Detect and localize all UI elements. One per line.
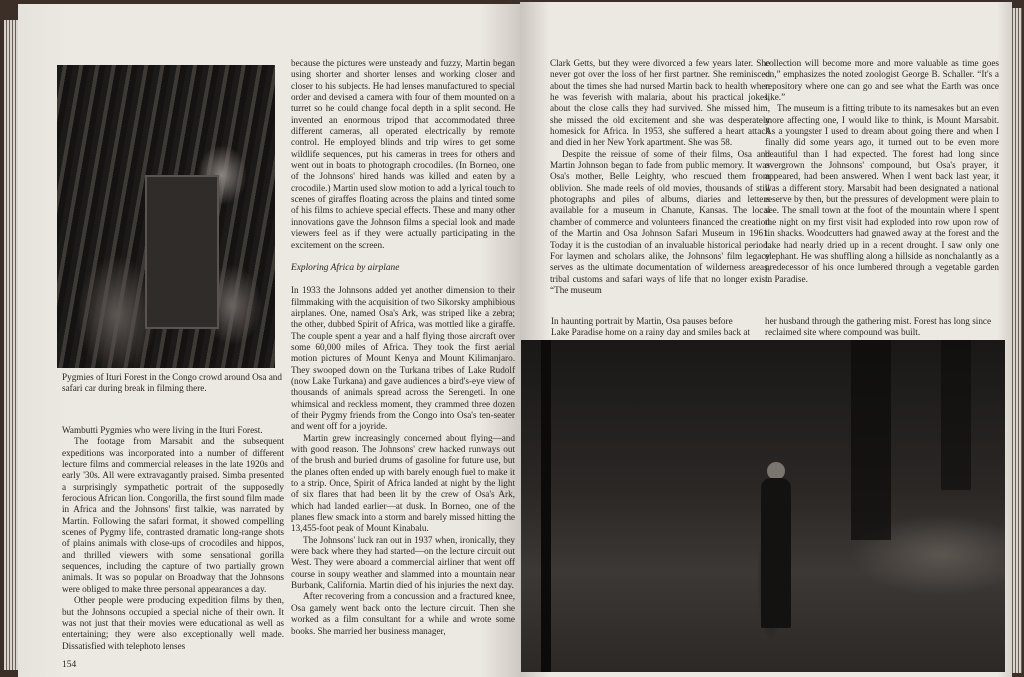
subheading: Exploring Africa by airplane: [291, 262, 400, 273]
paragraph: The footage from Marsabit and the subsequent expeditions was incorporated into a number of different lecture films and commercial releases in the late 1920s and early '30s. All were extravagantly praised. Simba presented a surprisingly sympathetic portrait of the supposedly ferocious African lion. Congorilla, the first sound film made in Africa and the Johnsons' first talkie, was narrated by Martin. Following the safari format, it showed compelling scenes of Pygmy life, contrasted dramatic long-range shots of plains animals with close-ups of crocodiles and hippos, and thrilled viewers with some sensational gorilla sequences, including the capture of two partially grown animals. It was so popular on Broadway that the Johnsons were obliged to make three personal appearances a day.: [62, 436, 284, 594]
paragraph: because the pictures were unsteady and fuzzy, Martin began using shorter and shorter lenses and working closer and closer to his subjects. He had lenses manufactured to special order and devised a camera with four of them mounted on a turret so he could change focal depth in a split second. He invented an enormous tripod that accommodated three different cameras, all operated electrically by remote control. He employed blinds and trip wires to get some wildlife sequences, put his cameras in trees for others and went out in boats to photograph crocodiles. (In Borneo, one of the Johnsons' hired hands was killed and eaten by a crocodile.) Martin used slow motion to add a lyrical touch to scenes of giraffes floating across the plains and tinted some of his films to achieve special effects. These and many other innovations gave the Johnson films a special look and made viewers feel as if they were actually participating in the excitement on the screen.: [291, 58, 515, 250]
paragraph: Clark Getts, but they were divorced a few years later. She never got over the loss of her first partner. She reminisced about the times she had nursed Martin back to health when he was feverish with malaria, about his practical jokes, about the close calls they had survived. She missed him, she missed the old excitement and she was desperately homesick for Africa. In 1953, she suffered a heart attack and died in her New York apartment. She was 58.: [550, 58, 770, 148]
photo-caption-right: her husband through the gathering mist. Forest has long since reclaimed site where compound was built.: [765, 316, 992, 338]
safari-car: [145, 175, 219, 329]
paragraph: After recovering from a concussion and a fractured knee, Osa gamely went back onto the lecture circuit. Then she worked as a film consultant for a while and wrote some books. She married her business manager,: [291, 591, 515, 636]
photo-caption-left: In haunting portrait by Martin, Osa pauses before Lake Paradise home on a rainy day and smiles back at: [551, 316, 750, 338]
tree-trunk: [851, 340, 891, 540]
left-column-2: [291, 58, 515, 637]
pygmies-safari-car-photo: [57, 65, 275, 368]
paragraph: collection will become more and more valuable as time goes on,” emphasizes the noted zoologist George B. Schaller. “It's a repository where one can go and see what the Earth was once like.”: [765, 58, 999, 103]
paragraph: The museum is a fitting tribute to its namesakes but an even more affecting one, I would like to think, is Mount Marsabit. As a youngster I used to dream about going there and when I finally did some years ago, it turned out to be even more beautiful than I had expected. The forest had long since overgrown the Johnsons' compound, but Osa's prayer, it appeared, had been answered. When I went back last year, it was a different story. Marsabit had been designated a national reserve by then, but the pressures of development were plain to see. The small town at the foot of the mountain where I spent the night on my first visit had exploded into row upon row of tin shacks. Woodcutters had gnawed away at the forest and the lake had nearly dried up in a recent drought. I saw only one elephant. He was shuffling along a hillside as nonchalantly as a predecessor of his once lumbered through a vegetable garden in Paradise.: [765, 103, 999, 284]
osa-figure: [759, 462, 793, 632]
tree-trunk: [541, 340, 551, 672]
paragraph: The Johnsons' luck ran out in 1937 when, ironically, they were back where they had started—on the lecture circuit out West. They were aboard a commercial airliner that went off course in soupy weather and slammed into a mountain near Burbank, California. Martin died of his injuries the next day.: [291, 534, 515, 591]
left-column-1: [62, 425, 284, 652]
right-column-1: [550, 58, 770, 296]
page-number: 154: [62, 660, 77, 670]
tree-trunk: [941, 340, 971, 490]
paragraph: Other people were producing expedition films by then, but the Johnsons occupied a special niche of their own. It was not just that their movies were educational as well as entertaining; they were also exceptionally well made. Dissatisfied with telephoto lenses: [62, 595, 284, 651]
osa-portrait-photo: [521, 340, 1005, 672]
paragraph: Wambutti Pygmies who were living in the Ituri Forest.: [62, 425, 263, 435]
paragraph: Despite the reissue of some of their films, Osa and Martin Johnson began to fade from public memory. It was Osa's mother, Belle Leighty, who rescued them from oblivion. She made reels of old movies, thousands of still photographs and piles of albums, diaries and letters available for a museum in Chanute, Kansas. The local chamber of commerce and volunteers financed the creation of the Martin and Osa Johnson Safari Museum in 1961. Today it is the custodian of an invaluable historical period. For laymen and scholars alike, the Johnsons' film legacy serves as the ultimate documentation of wilderness areas, tribal customs and safari ways of life that no longer exist. “The museum: [550, 148, 770, 295]
right-column-2: [765, 58, 999, 285]
paragraph: Martin grew increasingly concerned about flying—and with good reason. The Johnsons' crew hacked runways out of the brush and buried drums of gasoline for future use, but the planes often ended up with barely enough fuel to make it to a strip. Once, Spirit of Africa landed at night by the light of six flares that had been lit by the crew of Osa's Ark, which had landed earlier—at dusk. In Borneo, one of the planes flew smack into a storm and barely missed hitting the 13,455-foot peak of Mount Kinabalu.: [291, 432, 515, 534]
photo-caption: Pygmies of Ituri Forest in the Congo crowd around Osa and safari car during break in filming there.: [62, 372, 282, 394]
paragraph: In 1933 the Johnsons added yet another dimension to their filmmaking with the acquisition of two Sikorsky amphibious airplanes. One, named Osa's Ark, was striped like a zebra; the other, dubbed Spirit of Africa, was mottled like a giraffe. The couple spent a year and a half flying those aircraft over some 60,000 miles of Africa. They took the first aerial motion pictures of Mount Kenya and Mount Kilimanjaro. They swooped down on the Turkana tribes of Lake Rudolf (now Lake Turkana) and gave audiences a bird's-eye view of thousands of animals spread across the Serengeti. In one whimsical and reckless moment, they crammed three dozen of their Pygmy friends from the Congo into Osa's ten-seater and went off for a joyride.: [291, 285, 515, 432]
